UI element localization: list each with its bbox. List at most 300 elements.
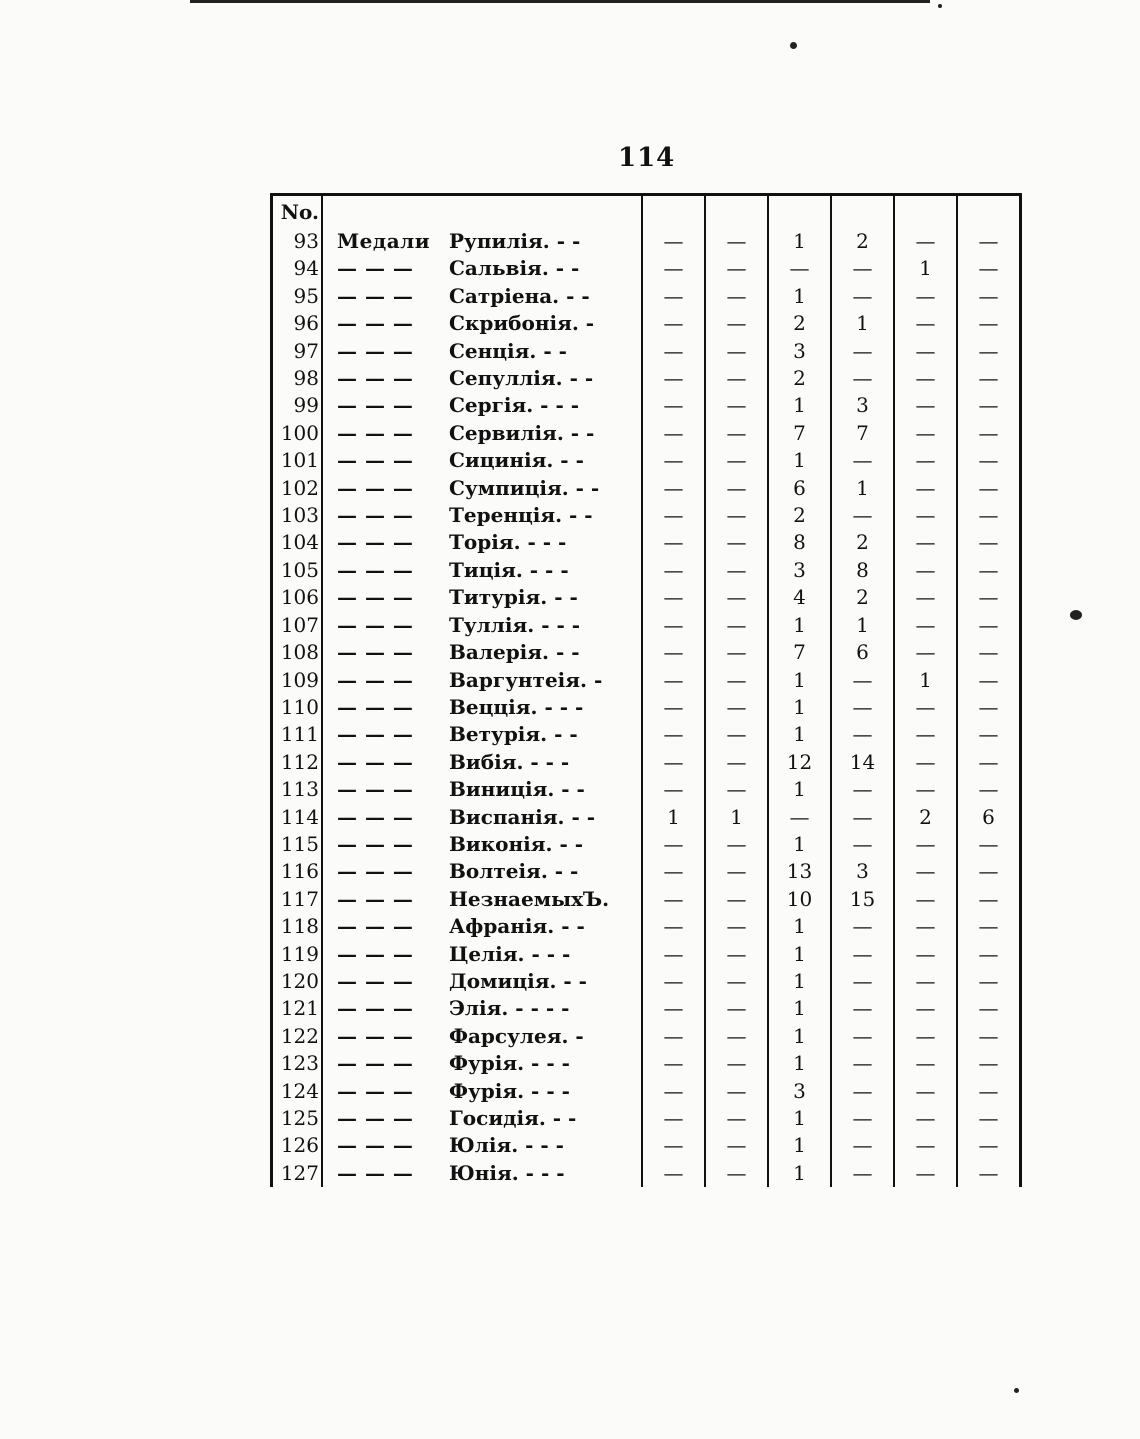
count-cell: — xyxy=(705,584,768,611)
row-number: 93 xyxy=(272,228,323,255)
table-row xyxy=(272,721,1021,748)
count-cell: — xyxy=(894,529,957,556)
count-cell: — xyxy=(642,831,705,858)
count-cell: 1 xyxy=(831,612,894,639)
count-cell: 7 xyxy=(831,420,894,447)
count-column-header xyxy=(831,195,894,229)
count-cell: — xyxy=(831,1078,894,1105)
count-cell: — xyxy=(831,721,894,748)
count-cell: 8 xyxy=(831,557,894,584)
count-cell: — xyxy=(957,831,1021,858)
table-row xyxy=(272,612,1021,639)
count-cell: — xyxy=(894,365,957,392)
row-number: 96 xyxy=(272,310,323,337)
count-cell: — xyxy=(957,557,1021,584)
family-cell xyxy=(322,475,642,502)
family-name: Сепуллія. - - xyxy=(449,366,594,391)
family-cell xyxy=(322,886,642,913)
row-number: 123 xyxy=(272,1050,323,1077)
table-row xyxy=(272,502,1021,529)
count-cell: — xyxy=(642,968,705,995)
table-row xyxy=(272,913,1021,940)
count-cell: — xyxy=(894,475,957,502)
count-cell: — xyxy=(957,529,1021,556)
count-cell: — xyxy=(957,1023,1021,1050)
count-cell: — xyxy=(642,858,705,885)
count-cell: 3 xyxy=(768,1078,831,1105)
count-cell: 1 xyxy=(768,1132,831,1159)
count-cell: — xyxy=(642,338,705,365)
row-number: 127 xyxy=(272,1160,323,1187)
count-cell: — xyxy=(894,1105,957,1132)
count-cell: 10 xyxy=(768,886,831,913)
count-cell: 1 xyxy=(768,694,831,721)
row-number: 107 xyxy=(272,612,323,639)
count-cell: — xyxy=(894,913,957,940)
count-cell: — xyxy=(957,1105,1021,1132)
table-row xyxy=(272,420,1021,447)
family-name: Торія. - - - xyxy=(449,530,567,555)
count-cell: — xyxy=(642,283,705,310)
count-cell: 1 xyxy=(768,1105,831,1132)
page-top-rule xyxy=(190,0,930,3)
coin-family-table xyxy=(270,193,1013,1191)
family-name: Сенція. - - xyxy=(449,338,567,363)
family-name: Вецція. - - - xyxy=(449,694,584,719)
count-cell: — xyxy=(957,721,1021,748)
count-cell: — xyxy=(705,941,768,968)
count-cell: — xyxy=(831,365,894,392)
count-cell: — xyxy=(642,667,705,694)
count-cell: — xyxy=(642,694,705,721)
count-cell: — xyxy=(957,338,1021,365)
row-number: 120 xyxy=(272,968,323,995)
table-row xyxy=(272,475,1021,502)
row-number: 122 xyxy=(272,1023,323,1050)
count-cell: — xyxy=(705,1078,768,1105)
count-cell: — xyxy=(894,1132,957,1159)
coin-type: — — — xyxy=(337,996,414,1021)
family-name: Юлія. - - - xyxy=(449,1133,564,1158)
count-cell: 1 xyxy=(768,941,831,968)
table-row xyxy=(272,804,1021,831)
count-cell: — xyxy=(705,475,768,502)
coin-type: — — — xyxy=(337,968,414,993)
family-name: Афранія. - - xyxy=(449,914,585,939)
count-cell: — xyxy=(894,1023,957,1050)
coin-type: — — — xyxy=(337,914,414,939)
coin-type: — — — xyxy=(337,1160,414,1185)
count-cell: — xyxy=(831,995,894,1022)
coin-type: — — — xyxy=(337,1051,414,1076)
family-cell xyxy=(322,529,642,556)
table-row xyxy=(272,968,1021,995)
count-cell: — xyxy=(642,365,705,392)
count-cell: 1 xyxy=(768,776,831,803)
family-name: Волтеія. - - xyxy=(449,859,579,884)
count-cell: — xyxy=(642,776,705,803)
coin-type: — — — xyxy=(337,1106,414,1130)
count-cell: — xyxy=(831,1105,894,1132)
count-cell: 1 xyxy=(768,995,831,1022)
family-name: Тиція. - - - xyxy=(449,557,569,582)
count-cell: — xyxy=(642,639,705,666)
count-cell: 1 xyxy=(705,804,768,831)
family-cell xyxy=(322,310,642,337)
count-cell: 1 xyxy=(768,392,831,419)
count-cell: — xyxy=(957,995,1021,1022)
row-number: 95 xyxy=(272,283,323,310)
coin-type: — — — xyxy=(337,1023,414,1048)
table-row xyxy=(272,831,1021,858)
count-cell: — xyxy=(642,995,705,1022)
ink-speck xyxy=(1070,610,1082,620)
count-cell: — xyxy=(894,941,957,968)
table-row xyxy=(272,228,1021,255)
count-cell: — xyxy=(642,255,705,282)
row-number: 125 xyxy=(272,1105,323,1132)
count-cell: — xyxy=(894,694,957,721)
count-cell: — xyxy=(831,694,894,721)
count-cell: 1 xyxy=(831,475,894,502)
count-cell: — xyxy=(705,1160,768,1187)
count-cell: — xyxy=(642,941,705,968)
count-cell: — xyxy=(642,1105,705,1132)
count-cell: — xyxy=(894,776,957,803)
row-number: 117 xyxy=(272,886,323,913)
coin-type: — — — xyxy=(337,886,414,911)
count-cell: — xyxy=(642,557,705,584)
table-row xyxy=(272,1023,1021,1050)
count-cell: — xyxy=(957,858,1021,885)
family-cell xyxy=(322,776,642,803)
coin-type: — — — xyxy=(337,256,414,281)
table-row xyxy=(272,667,1021,694)
family-name: Сергія. - - - xyxy=(449,393,580,418)
count-cell: — xyxy=(831,1023,894,1050)
ink-speck xyxy=(938,4,942,8)
count-cell: — xyxy=(642,1132,705,1159)
family-cell xyxy=(322,1023,642,1050)
coin-type: — — — xyxy=(337,859,414,884)
family-cell xyxy=(322,392,642,419)
count-cell: 1 xyxy=(642,804,705,831)
count-cell: — xyxy=(642,420,705,447)
count-cell: — xyxy=(894,886,957,913)
count-cell: — xyxy=(894,612,957,639)
family-cell xyxy=(322,667,642,694)
table-row xyxy=(272,749,1021,776)
count-cell: 1 xyxy=(768,228,831,255)
family-name: Фарсулея. - xyxy=(449,1023,584,1048)
coin-type: — — — xyxy=(337,530,414,555)
count-cell: 14 xyxy=(831,749,894,776)
row-number: 103 xyxy=(272,502,323,529)
family-cell xyxy=(322,420,642,447)
count-cell: — xyxy=(894,283,957,310)
count-cell: — xyxy=(642,502,705,529)
count-cell: 1 xyxy=(768,612,831,639)
count-cell: — xyxy=(957,420,1021,447)
table-row xyxy=(272,694,1021,721)
count-cell: — xyxy=(705,283,768,310)
table-row xyxy=(272,858,1021,885)
coin-type: — — — xyxy=(337,420,414,445)
count-cell: — xyxy=(705,694,768,721)
count-cell: — xyxy=(894,502,957,529)
family-column-header xyxy=(322,195,642,229)
count-cell: — xyxy=(894,749,957,776)
count-cell: — xyxy=(894,1160,957,1187)
count-cell: — xyxy=(957,1160,1021,1187)
count-cell: — xyxy=(831,831,894,858)
coin-type: — — — xyxy=(337,694,414,719)
family-cell xyxy=(322,858,642,885)
family-name: Домиція. - - xyxy=(449,968,587,993)
coin-type: — — — xyxy=(337,503,414,528)
ink-speck xyxy=(1014,1388,1019,1393)
table-header-row xyxy=(272,195,1021,229)
family-cell xyxy=(322,694,642,721)
row-number: 118 xyxy=(272,913,323,940)
count-cell: 1 xyxy=(894,255,957,282)
count-cell: — xyxy=(831,338,894,365)
coin-type: — — — xyxy=(337,722,414,747)
count-cell: 1 xyxy=(768,831,831,858)
count-cell: — xyxy=(642,584,705,611)
table-row xyxy=(272,283,1021,310)
count-cell: — xyxy=(957,941,1021,968)
family-name: Элія. - - - - xyxy=(449,996,570,1021)
coin-type: — — — xyxy=(337,338,414,363)
count-cell: 1 xyxy=(768,667,831,694)
count-cell: — xyxy=(705,913,768,940)
count-cell: — xyxy=(705,776,768,803)
count-cell: — xyxy=(705,529,768,556)
count-cell: 2 xyxy=(768,310,831,337)
family-name: Вибія. - - - xyxy=(449,749,570,774)
coin-type: — — — xyxy=(337,585,414,610)
family-cell xyxy=(322,749,642,776)
row-number: 112 xyxy=(272,749,323,776)
count-cell: 1 xyxy=(768,283,831,310)
count-cell: 1 xyxy=(768,721,831,748)
count-cell: — xyxy=(705,1105,768,1132)
family-name: НезнаемыхЪ. xyxy=(449,886,610,911)
family-cell xyxy=(322,1132,642,1159)
count-cell: 1 xyxy=(768,1050,831,1077)
count-cell: — xyxy=(957,228,1021,255)
coin-type: — — — xyxy=(337,941,414,966)
count-cell: — xyxy=(642,529,705,556)
count-cell: — xyxy=(705,667,768,694)
count-cell: — xyxy=(894,392,957,419)
family-cell xyxy=(322,968,642,995)
count-cell: — xyxy=(705,502,768,529)
family-cell xyxy=(322,283,642,310)
count-cell: — xyxy=(894,995,957,1022)
count-cell: — xyxy=(705,995,768,1022)
count-cell: — xyxy=(957,913,1021,940)
coin-type: — — — xyxy=(337,557,414,582)
count-cell: — xyxy=(642,721,705,748)
family-cell xyxy=(322,941,642,968)
count-cell: 1 xyxy=(768,1160,831,1187)
coin-type: — — — xyxy=(337,1078,414,1103)
count-cell: — xyxy=(957,639,1021,666)
family-name: Сальвія. - - xyxy=(449,256,580,281)
family-cell xyxy=(322,502,642,529)
coin-type: — — — xyxy=(337,283,414,308)
count-cell: — xyxy=(894,228,957,255)
count-cell: — xyxy=(957,694,1021,721)
count-cell: 3 xyxy=(768,338,831,365)
row-number: 106 xyxy=(272,584,323,611)
count-cell: — xyxy=(957,749,1021,776)
family-cell xyxy=(322,1078,642,1105)
count-cell: — xyxy=(705,612,768,639)
family-name: Титурія. - - xyxy=(449,585,578,610)
row-number: 105 xyxy=(272,557,323,584)
count-column-header xyxy=(642,195,705,229)
row-number: 102 xyxy=(272,475,323,502)
row-number: 124 xyxy=(272,1078,323,1105)
table-row xyxy=(272,447,1021,474)
family-cell xyxy=(322,612,642,639)
family-cell xyxy=(322,1160,642,1187)
count-cell: 2 xyxy=(831,529,894,556)
count-cell: 2 xyxy=(768,502,831,529)
coin-type: — — — xyxy=(337,804,414,829)
table-row xyxy=(272,584,1021,611)
count-cell: — xyxy=(894,338,957,365)
row-number: 109 xyxy=(272,667,323,694)
row-number: 98 xyxy=(272,365,323,392)
count-cell: 3 xyxy=(831,858,894,885)
count-column-header xyxy=(705,195,768,229)
row-number: 115 xyxy=(272,831,323,858)
count-cell: — xyxy=(894,639,957,666)
family-name: Целія. - - - xyxy=(449,941,571,966)
count-cell: — xyxy=(705,310,768,337)
row-number: 99 xyxy=(272,392,323,419)
count-cell: — xyxy=(705,228,768,255)
family-name: Фурія. - - - xyxy=(449,1078,570,1103)
family-name: Рупилія. - - xyxy=(449,229,581,253)
count-cell: 6 xyxy=(768,475,831,502)
count-cell: 13 xyxy=(768,858,831,885)
row-number: 116 xyxy=(272,858,323,885)
family-name: Ветурія. - - xyxy=(449,722,578,747)
count-cell: — xyxy=(705,557,768,584)
count-cell: — xyxy=(642,1160,705,1187)
count-cell: — xyxy=(957,310,1021,337)
table-row xyxy=(272,1160,1021,1187)
count-cell: — xyxy=(957,1078,1021,1105)
table-row xyxy=(272,776,1021,803)
count-cell: — xyxy=(768,255,831,282)
count-cell: 2 xyxy=(831,228,894,255)
table-row xyxy=(272,886,1021,913)
family-cell xyxy=(322,639,642,666)
count-cell: — xyxy=(894,831,957,858)
row-number: 101 xyxy=(272,447,323,474)
count-cell: 3 xyxy=(831,392,894,419)
count-cell: 4 xyxy=(768,584,831,611)
table-row xyxy=(272,995,1021,1022)
count-cell: — xyxy=(642,913,705,940)
family-name: Госидія. - - xyxy=(449,1106,577,1130)
family-cell xyxy=(322,584,642,611)
coin-type: — — — xyxy=(337,640,414,665)
table-row xyxy=(272,365,1021,392)
count-cell: 2 xyxy=(831,584,894,611)
coin-type: — — — xyxy=(337,831,414,856)
count-cell: 3 xyxy=(768,557,831,584)
count-cell: — xyxy=(831,667,894,694)
row-number: 97 xyxy=(272,338,323,365)
family-cell xyxy=(322,913,642,940)
count-cell: — xyxy=(894,584,957,611)
coin-type: — — — xyxy=(337,667,414,692)
family-name: Виконія. - - xyxy=(449,831,584,856)
coin-type: — — — xyxy=(337,1133,414,1158)
count-cell: 2 xyxy=(894,804,957,831)
count-cell: 7 xyxy=(768,420,831,447)
count-cell: — xyxy=(705,831,768,858)
coin-type: — — — xyxy=(337,311,414,336)
count-cell: — xyxy=(705,447,768,474)
count-cell: — xyxy=(642,392,705,419)
table-row xyxy=(272,1105,1021,1132)
table-row xyxy=(272,639,1021,666)
count-cell: — xyxy=(705,858,768,885)
row-number: 119 xyxy=(272,941,323,968)
family-cell xyxy=(322,228,642,255)
count-column-header xyxy=(768,195,831,229)
count-cell: — xyxy=(705,886,768,913)
count-cell: — xyxy=(957,1050,1021,1077)
count-cell: — xyxy=(642,447,705,474)
count-cell: — xyxy=(705,338,768,365)
count-cell: 6 xyxy=(831,639,894,666)
coin-type: — — — xyxy=(337,393,414,418)
count-cell: — xyxy=(831,447,894,474)
count-cell: — xyxy=(894,858,957,885)
count-cell: — xyxy=(831,502,894,529)
coin-type: — — — xyxy=(337,448,414,473)
count-cell: — xyxy=(957,283,1021,310)
family-cell xyxy=(322,557,642,584)
count-column-header xyxy=(957,195,1021,229)
count-cell: — xyxy=(831,941,894,968)
family-name: Сицинія. - - xyxy=(449,448,584,473)
table-row xyxy=(272,557,1021,584)
page-number: 114 xyxy=(618,143,676,173)
family-name: Теренція. - - xyxy=(449,503,593,528)
family-cell xyxy=(322,1050,642,1077)
count-cell: 12 xyxy=(768,749,831,776)
row-number: 114 xyxy=(272,804,323,831)
count-cell: — xyxy=(831,913,894,940)
count-cell: — xyxy=(831,804,894,831)
family-name: Юнія. - - - xyxy=(449,1160,565,1185)
count-cell: — xyxy=(705,1132,768,1159)
count-cell: — xyxy=(957,968,1021,995)
family-cell xyxy=(322,1105,642,1132)
count-cell: — xyxy=(831,1050,894,1077)
count-cell: — xyxy=(957,776,1021,803)
